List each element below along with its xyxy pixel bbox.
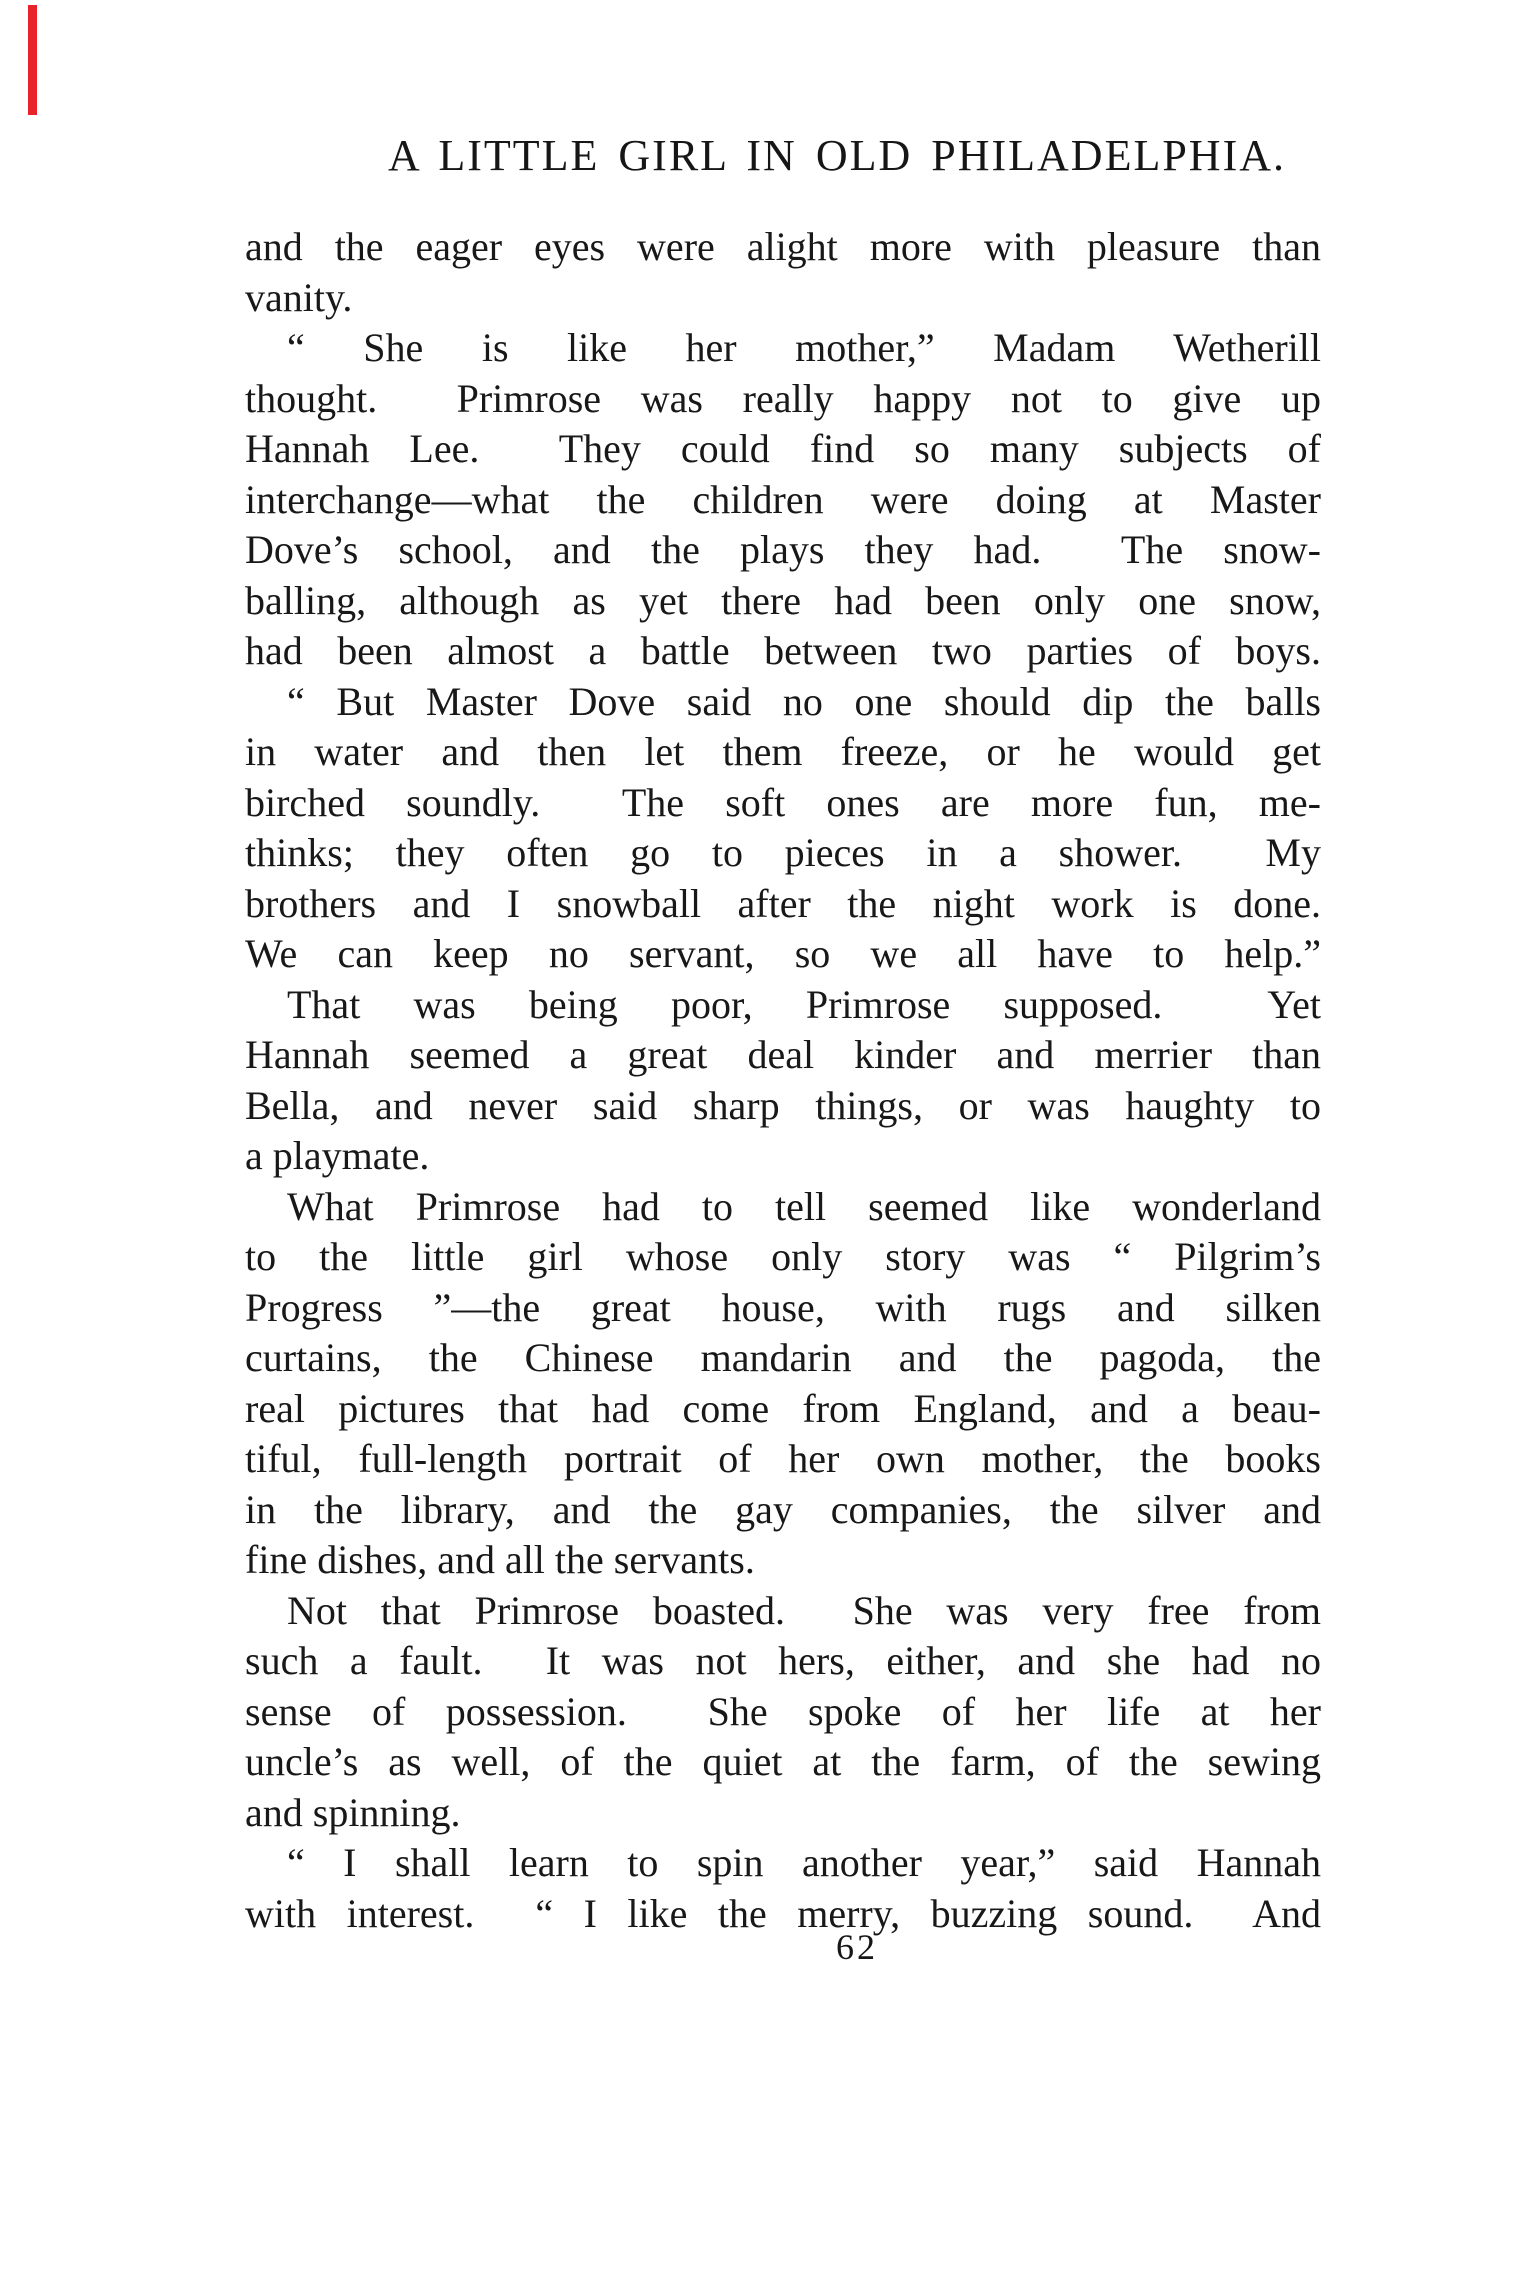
text-line: Progress ”—the great house, with rugs and silken [245,1284,1321,1330]
text-line: Not that Primrose boasted. She was very free from [287,1587,1321,1633]
text-line: That was being poor, Primrose supposed. Yet [287,981,1321,1027]
paragraph [245,1182,1321,1586]
text-line: uncle’s as well, of the quiet at the farm, of the sewing [245,1739,1321,1784]
text-line: to the little girl whose only story was “ Pilgrim’s [245,1234,1321,1279]
text-line: with interest. “ I like the merry, buzzing sound. And [245,1890,1321,1936]
page-number: 62 [836,1927,878,1967]
text-line: a playmate. [245,1133,430,1178]
text-line: and the eager eyes were alight more with pleasure than [245,224,1321,269]
paragraph [245,323,1321,677]
text-line: sense of possession. She spoke of her life at her [245,1688,1321,1734]
text-line: real pictures that had come from England, and a beau- [245,1385,1321,1431]
text-line: “ I shall learn to spin another year,” said Hannah [287,1840,1321,1885]
text-line: in water and then let them freeze, or he would get [245,729,1321,774]
text-column [245,222,1321,1939]
text-line: “ She is like her mother,” Madam Wetherill [287,325,1321,370]
text-line: What Primrose had to tell seemed like wonderland [287,1183,1321,1229]
text-line: such a fault. It was not hers, either, and she had no [245,1638,1321,1683]
text-line: tiful, full-length portrait of her own mother, the books [245,1436,1321,1481]
text-line: We can keep no servant, so we all have to help.” [245,931,1321,976]
text-line: Dove’s school, and the plays they had. The snow- [245,527,1321,572]
text-line: in the library, and the gay companies, the silver and [245,1486,1321,1532]
text-line: birched soundly. The soft ones are more fun, me- [245,779,1321,825]
text-line: Bella, and never said sharp things, or was haughty to [245,1082,1321,1128]
text-line: Hannah Lee. They could find so many subjects of [245,426,1321,471]
paragraph [245,677,1321,980]
text-line: thinks; they often go to pieces in a shower. My [245,830,1321,875]
text-line: curtains, the Chinese mandarin and the pagoda, the [245,1335,1321,1380]
text-line: Hannah seemed a great deal kinder and merrier than [245,1032,1321,1077]
text-line: and spinning. [245,1789,461,1835]
text-line: fine dishes, and all the servants. [245,1537,755,1582]
paragraph [245,222,1321,323]
text-line: “ But Master Dove said no one should dip the balls [287,678,1321,724]
red-scan-mark [28,5,37,115]
running-header: A LITTLE GIRL IN OLD PHILADELPHIA. [388,131,1287,180]
text-line: vanity. [245,274,353,320]
paragraph [245,980,1321,1182]
text-line: brothers and I snowball after the night work is done. [245,880,1321,926]
text-line: balling, although as yet there had been only one snow, [245,577,1321,623]
paragraph [245,1586,1321,1839]
paragraph [245,1838,1321,1939]
text-line: had been almost a battle between two parties of boys. [245,628,1321,673]
text-line: thought. Primrose was really happy not to give up [245,375,1321,421]
text-line: interchange—what the children were doing at Master [245,476,1321,522]
